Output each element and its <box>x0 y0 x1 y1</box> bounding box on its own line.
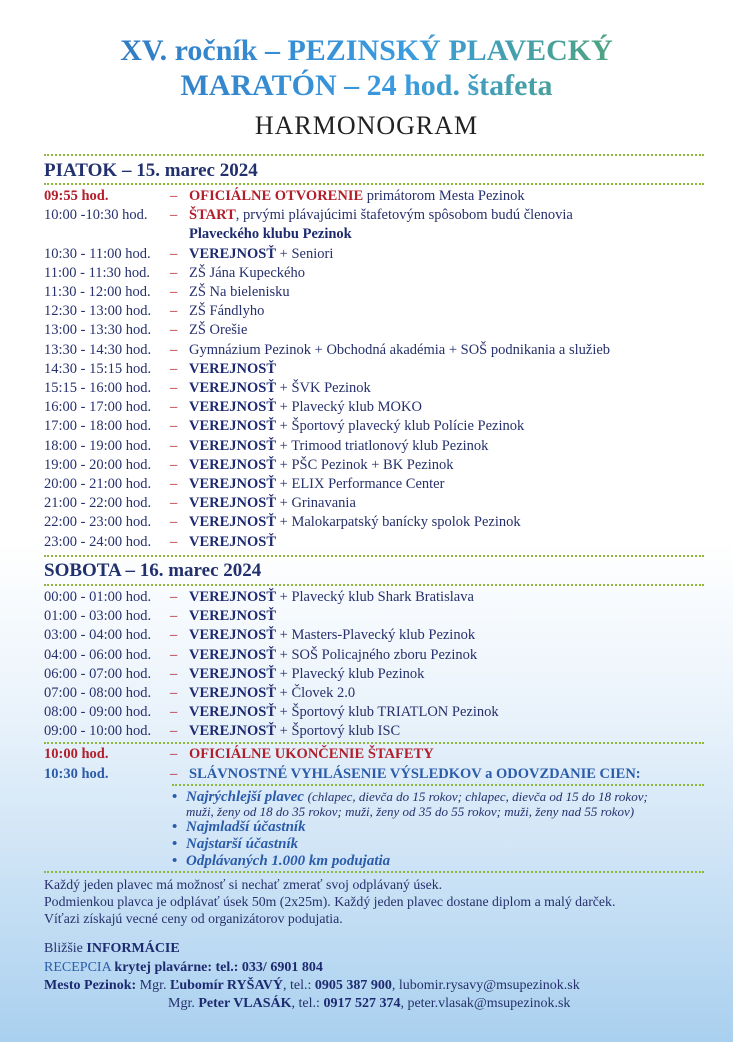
schedule-activity <box>189 283 290 302</box>
activity-bold: VEREJNOSŤ <box>189 589 277 605</box>
contact-1-phone[interactable]: 0905 387 900 <box>314 978 392 993</box>
dash: – <box>170 665 178 682</box>
award-youngest: • Najmladší účastník <box>172 819 306 835</box>
dash: – <box>170 766 178 782</box>
activity-text: ZŠ Na bielenisku <box>189 284 290 300</box>
schedule-time: 12:30 - 13:00 hod. <box>44 303 152 320</box>
schedule-activity <box>189 513 521 532</box>
schedule-time: 00:00 - 01:00 hod. <box>44 589 152 605</box>
schedule-activity <box>189 302 264 321</box>
dash: – <box>170 746 178 762</box>
divider <box>44 742 704 744</box>
activity-text: + Seniori <box>276 245 334 262</box>
schedule-row <box>44 341 724 360</box>
dash: – <box>170 476 178 492</box>
dash: – <box>170 685 178 701</box>
schedule-time: 01:00 - 03:00 hod. <box>44 608 152 625</box>
city-contact-1 <box>44 977 580 995</box>
activity-text: ZŠ Orešie <box>189 322 248 339</box>
award-fastest: • Najrýchlejší plavec (chlapec, dievča do 15 rokov; chlapec, dievča od 15 do 18 rokov; <box>172 789 648 805</box>
divider <box>44 183 704 185</box>
dash: – <box>170 495 178 512</box>
award-fastest-label: Najrýchlejší plavec <box>186 789 304 805</box>
schedule-row <box>44 665 724 684</box>
award-km: • Odplávaných 1.000 km podujatia <box>172 853 391 869</box>
activity-text: + SOŠ Policajného zboru Pezinok <box>276 646 478 663</box>
activity-text: + Plavecký klub Pezinok <box>276 665 425 682</box>
schedule-time: 09:00 - 10:00 hod. <box>44 723 152 740</box>
schedule-activity <box>189 225 352 244</box>
dash: – <box>170 589 178 605</box>
reception-contact <box>44 959 323 977</box>
activity-bold: VEREJNOSŤ <box>189 476 277 492</box>
schedule-activity <box>189 456 454 475</box>
dash: – <box>170 704 178 721</box>
schedule-activity <box>189 417 524 436</box>
schedule-row <box>44 187 724 206</box>
schedule-row <box>44 722 724 741</box>
schedule-row <box>44 398 724 417</box>
schedule-activity <box>189 341 610 360</box>
more-info-bold: INFORMÁCIE <box>86 941 180 956</box>
activity-text: ZŠ Fándlyho <box>189 303 265 320</box>
activity-bold: VEREJNOSŤ <box>189 533 277 550</box>
dash: – <box>170 380 178 396</box>
dash: – <box>170 399 178 416</box>
activity-text: + Plavecký klub MOKO <box>276 399 422 416</box>
note-2: Podmienkou plavca je odplávať úsek 50m (2x25m). Každý jeden plavec dostane diplom a malý darček. <box>44 894 616 909</box>
schedule-row <box>44 321 724 340</box>
closing-time: 10:30 hod. <box>44 766 109 782</box>
schedule-time: 03:00 - 04:00 hod. <box>44 627 152 644</box>
activity-bold: VEREJNOSŤ <box>189 723 277 740</box>
dash: – <box>170 456 178 473</box>
contact-1-prefix: Mgr. <box>136 978 170 993</box>
dash: – <box>170 264 178 281</box>
schedule-activity <box>189 588 474 607</box>
dash: – <box>170 303 178 320</box>
dash: – <box>170 360 178 377</box>
activity-text: primátorom Mesta Pezinok <box>363 188 525 204</box>
schedule-row <box>44 360 724 379</box>
schedule-activity <box>189 646 477 665</box>
schedule-activity <box>189 264 305 283</box>
schedule-row <box>44 417 724 436</box>
schedule-row <box>44 533 724 552</box>
dash: – <box>170 322 178 339</box>
schedule-time: 11:30 - 12:00 hod. <box>44 284 151 300</box>
award-fastest-note2: muži, ženy od 18 do 35 rokov; muži, ženy od 35 do 55 rokov; muži, ženy nad 55 rokov) <box>186 804 635 819</box>
schedule-time: 08:00 - 09:00 hod. <box>44 704 152 721</box>
divider <box>44 871 704 873</box>
divider <box>44 584 704 586</box>
dash: – <box>170 533 178 550</box>
activity-text: + Športový klub TRIATLON Pezinok <box>276 704 499 721</box>
schedule-activity <box>189 187 525 206</box>
activity-bold: VEREJNOSŤ <box>189 456 277 473</box>
activity-bold: Plaveckého klubu Pezinok <box>189 226 352 243</box>
dash: – <box>170 437 178 454</box>
schedule-row <box>44 264 724 283</box>
schedule-time: 20:00 - 21:00 hod. <box>44 476 152 492</box>
schedule-activity <box>189 722 400 741</box>
dash: – <box>170 418 178 435</box>
schedule-row <box>44 379 724 398</box>
closing-time: 10:00 hod. <box>44 746 109 762</box>
title-line-2: MARATÓN – 24 hod. štafeta <box>0 69 733 103</box>
schedule-time: 17:00 - 18:00 hod. <box>44 418 152 435</box>
dash: – <box>170 188 178 204</box>
contact-2-prefix: Mgr. <box>168 996 199 1011</box>
schedule-time: 04:00 - 06:00 hod. <box>44 646 152 663</box>
activity-text: + Malokarpatský banícky spolok Pezinok <box>276 514 521 531</box>
schedule-row <box>44 607 724 626</box>
schedule-time: 14:30 - 15:15 hod. <box>44 360 152 377</box>
schedule-activity <box>189 360 276 379</box>
more-info-prefix: Bližšie <box>44 941 87 956</box>
activity-bold: VEREJNOSŤ <box>189 704 277 721</box>
award-oldest-label: Najstarší účastník <box>186 836 299 852</box>
page-subtitle: HARMONOGRAM <box>254 111 479 140</box>
schedule-row <box>44 225 724 244</box>
activity-bold: VEREJNOSŤ <box>189 627 277 644</box>
friday-heading: PIATOK – 15. marec 2024 <box>44 160 258 181</box>
schedule-activity <box>189 398 422 417</box>
activity-bold: VEREJNOSŤ <box>189 495 277 512</box>
schedule-row <box>44 283 724 302</box>
activity-text: + Trimood triatlonový klub Pezinok <box>276 437 489 454</box>
dash: – <box>170 207 178 224</box>
dash: – <box>170 514 178 531</box>
schedule-time: 13:30 - 14:30 hod. <box>44 341 152 358</box>
activity-bold: VEREJNOSŤ <box>189 380 277 396</box>
schedule-activity <box>189 437 488 456</box>
dash: – <box>170 284 178 300</box>
schedule-activity <box>189 321 247 340</box>
contact-2-email[interactable]: , peter.vlasak@msupezinok.sk <box>400 996 571 1011</box>
divider <box>44 154 704 156</box>
schedule-time: 11:00 - 11:30 hod. <box>44 264 151 281</box>
schedule-time: 23:00 - 24:00 hod. <box>44 533 152 550</box>
schedule-activity <box>189 475 444 494</box>
activity-text: + Masters-Plavecký klub Pezinok <box>276 627 476 644</box>
activity-text: + PŠC Pezinok + BK Pezinok <box>276 456 454 473</box>
activity-text: + Grinavania <box>276 495 356 512</box>
contact-1-email[interactable]: , lubomir.rysavy@msupezinok.sk <box>391 978 580 993</box>
reception-label: RECEPCIA <box>44 960 115 975</box>
schedule-row <box>44 588 724 607</box>
activity-text: + Športový klub ISC <box>276 723 401 740</box>
note-3: Víťazi získajú vecné ceny od organizátorov podujatia. <box>44 911 343 926</box>
contact-1-name: Ľubomír RYŠAVÝ <box>170 978 283 993</box>
contact-1-tel-label: , tel.: <box>282 978 315 993</box>
divider <box>172 784 704 786</box>
schedule-activity <box>189 206 573 225</box>
closing-row-2 <box>44 765 724 784</box>
city-label: Mesto Pezinok: <box>44 978 137 993</box>
schedule-time: 10:30 - 11:00 hod. <box>44 245 151 262</box>
divider <box>44 555 704 557</box>
activity-bold: VEREJNOSŤ <box>189 646 277 663</box>
schedule-time: 06:00 - 07:00 hod. <box>44 665 152 682</box>
activity-text: , prvými plávajúcimi štafetovým spôsobom budú členovia <box>235 207 573 224</box>
dash: – <box>170 646 178 663</box>
schedule-activity <box>189 665 424 684</box>
schedule-row <box>44 626 724 645</box>
schedule-activity <box>189 533 276 552</box>
schedule-activity <box>189 245 333 264</box>
dash: – <box>170 245 178 262</box>
schedule-row <box>44 437 724 456</box>
schedule-activity <box>189 703 499 722</box>
schedule-activity <box>189 379 371 398</box>
activity-bold: OFICIÁLNE OTVORENIE <box>189 188 364 204</box>
schedule-row <box>44 684 724 703</box>
schedule-activity <box>189 626 475 645</box>
dash: – <box>170 723 178 740</box>
schedule-time: 15:15 - 16:00 hod. <box>44 380 152 396</box>
activity-bold: VEREJNOSŤ <box>189 665 277 682</box>
activity-bold: VEREJNOSŤ <box>189 514 277 531</box>
contact-2-name: Peter VLASÁK <box>198 996 292 1011</box>
city-contact-2 <box>168 995 570 1013</box>
activity-bold: VEREJNOSŤ <box>189 608 277 625</box>
schedule-time: 22:00 - 23:00 hod. <box>44 514 152 531</box>
reception-phone[interactable]: tel.: 033/ 6901 804 <box>212 960 323 975</box>
activity-text: ZŠ Jána Kupeckého <box>189 264 305 281</box>
schedule-time: 16:00 - 17:00 hod. <box>44 399 152 416</box>
schedule-row <box>44 456 724 475</box>
award-fastest-note: (chlapec, dievča do 15 rokov; chlapec, dievča od 15 do 18 rokov; <box>307 789 648 804</box>
activity-text: + Športový plavecký klub Polície Pezinok <box>276 418 525 435</box>
schedule-row <box>44 646 724 665</box>
schedule-time: 09:55 hod. <box>44 188 109 204</box>
schedule-row <box>44 475 724 494</box>
note-1: Každý jeden plavec má možnosť si nechať zmerať svoj odplávaný úsek. <box>44 877 443 892</box>
dash: – <box>170 627 178 644</box>
activity-bold: VEREJNOSŤ <box>189 685 277 701</box>
activity-text: + ELIX Performance Center <box>276 476 445 492</box>
schedule-activity <box>189 607 276 626</box>
schedule-time: 10:00 -10:30 hod. <box>44 207 148 224</box>
activity-text: + ŠVK Pezinok <box>276 380 371 396</box>
activity-bold: VEREJNOSŤ <box>189 437 277 454</box>
schedule-time: 13:00 - 13:30 hod. <box>44 322 152 339</box>
schedule-activity <box>189 494 356 513</box>
dash: – <box>170 341 178 358</box>
schedule-row <box>44 513 724 532</box>
award-km-label: Odplávaných 1.000 km podujatia <box>186 853 391 869</box>
schedule-time: 21:00 - 22:00 hod. <box>44 495 152 512</box>
schedule-time: 19:00 - 20:00 hod. <box>44 456 152 473</box>
saturday-heading: SOBOTA – 16. marec 2024 <box>44 560 262 581</box>
activity-bold: VEREJNOSŤ <box>189 399 277 416</box>
activity-bold: VEREJNOSŤ <box>189 245 277 262</box>
title-line-1: XV. ročník – PEZINSKÝ PLAVECKÝ <box>0 34 733 68</box>
activity-bold: VEREJNOSŤ <box>189 418 277 435</box>
activity-text: Gymnázium Pezinok + Obchodná akadémia + SOŠ podnikania a služieb <box>189 341 611 358</box>
closing-event: OFICIÁLNE UKONČENIE ŠTAFETY <box>189 746 434 762</box>
schedule-time: 18:00 - 19:00 hod. <box>44 437 152 454</box>
dash: – <box>170 608 178 625</box>
reception-bold: krytej plavárne: <box>114 960 212 975</box>
contact-2-tel-label: , tel.: <box>291 996 324 1011</box>
closing-row-1 <box>44 745 724 764</box>
schedule-row <box>44 494 724 513</box>
activity-text: + Človek 2.0 <box>276 685 356 701</box>
activity-text: + Plavecký klub Shark Bratislava <box>276 589 474 605</box>
schedule-row <box>44 302 724 321</box>
schedule-row <box>44 245 724 264</box>
award-youngest-label: Najmladší účastník <box>186 819 306 835</box>
schedule-time: 07:00 - 08:00 hod. <box>44 685 152 701</box>
contact-2-phone[interactable]: 0917 527 374 <box>323 996 401 1011</box>
activity-bold: ŠTART <box>189 207 236 224</box>
schedule-row <box>44 206 724 225</box>
award-oldest: • Najstarší účastník <box>172 836 299 852</box>
schedule-row <box>44 703 724 722</box>
more-info-heading <box>44 940 180 958</box>
closing-event: SLÁVNOSTNÉ VYHLÁSENIE VÝSLEDKOV a ODOVZDANIE CIEN: <box>189 766 641 782</box>
activity-bold: VEREJNOSŤ <box>189 360 277 377</box>
schedule-activity <box>189 684 355 703</box>
